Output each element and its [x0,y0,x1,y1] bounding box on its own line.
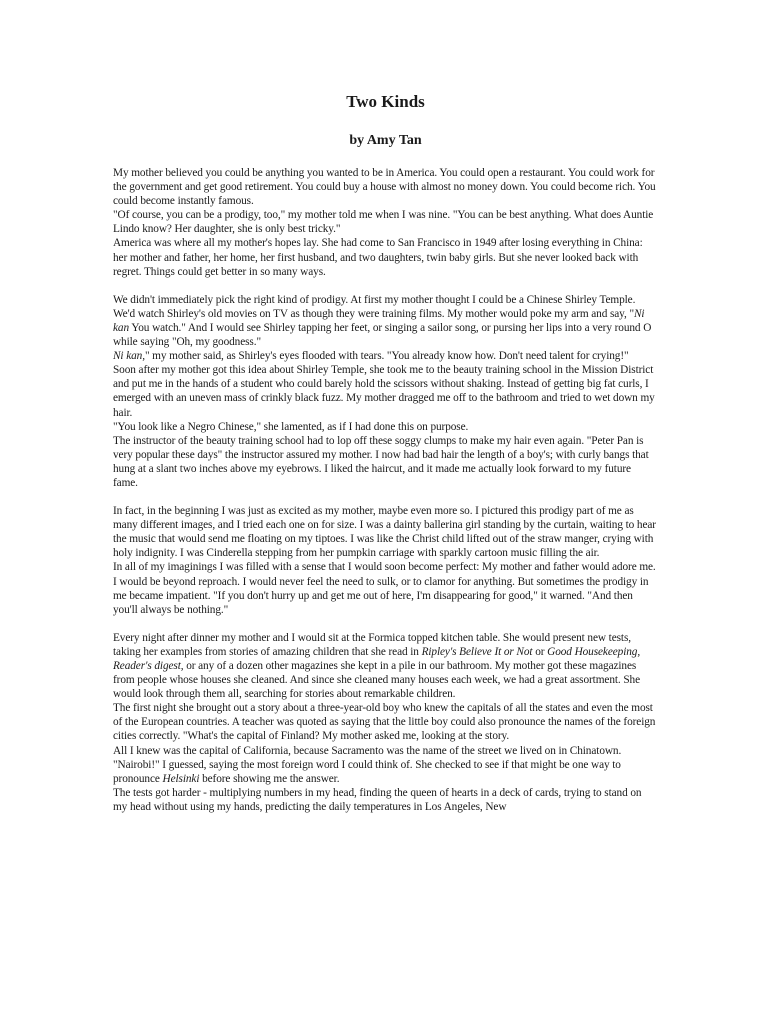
paragraph [113,504,658,560]
italic-text: Ripley's Believe It or Not [421,645,533,658]
paragraph [113,701,658,743]
paragraph-text: or any of a dozen other magazines she kept in a pile in our bathroom. My mother got these magazines from people whose houses she cleaned. And since she cleaned many houses each week, we had a great assortment. She would look through them all, searching for stories about remarkable children. [113,660,641,701]
document-page [113,92,658,828]
italic-text: Good Housekeeping, Reader's digest, [113,645,641,672]
paragraph [113,166,658,208]
paragraph-text: In all of my imaginings I was filled with a sense that I would soon become perfect: My mother and father would adore me. I would be beyond reproach. I would never feel the need to sulk, or to clamor for anything. But sometimes the prodigy in me became impatient. "If you don't hurry up and get me out of here, I'm disappearing for good," it warned. "And then you'll always be nothing." [113,561,656,616]
italic-text: Ni kan, [113,350,145,363]
paragraph-text: or [532,645,548,658]
paragraph [113,208,658,236]
document-title: Two Kinds [346,92,425,111]
paragraph-text: You watch." And I would see Shirley tapping her feet, or singing a sailor song, or pursing her lips into a very round O while saying "Oh, my goodness." [113,321,652,349]
paragraph [113,236,658,278]
paragraph-text: All I knew was the capital of California, because Sacramento was the name of the street we lived on in Chinatown. "Nairobi!" I guessed, saying the most foreign word I could think of. She checked to see if that might be one way to pronounce [113,744,622,785]
paragraph-text: Every night after dinner my mother and I would sit at the Formica topped kitchen table. She would present new tests, taking her examples from stories of amazing children that she read in [113,631,631,658]
paragraph-text: The first night she brought out a story about a three-year-old boy who knew the capitals of all the states and even the most of the European countries. A teacher was quoted as saying that the little boy could also pronounce the names of the foreign cities correctly. "What's the capital of Finland? My mother asked me, looking at the story. [113,702,656,743]
paragraph [113,293,658,349]
document-author: by Amy Tan [349,133,422,148]
italic-text: Ni kan [113,307,645,334]
text-block [113,504,658,617]
paragraph-text: In fact, in the beginning I was just as excited as my mother, maybe even more so. I pictured this prodigy part of me as many different images, and I tried each one on for size. I was a dainty ballerina girl standing by the curtain, waiting to hear the music that would send me floating on my tiptoes. I was like the Christ child lifted out of the straw manger, crying with holy indignity. I was Cinderella stepping from her pumpkin carriage with sparkly cartoon music filling the air. [113,505,656,560]
paragraph [113,786,658,814]
paragraph [113,631,658,701]
paragraph-text: My mother believed you could be anything you wanted to be in America. You could open a restaurant. You could work for the government and get good retirement. You could buy a house with almost no money down. You could become rich. You could become instantly famous. [113,167,656,208]
paragraph-text: Soon after my mother got this idea about Shirley Temple, she took me to the beauty training school in the Mission District and put me in the hands of a student who could barely hold the scissors without shaking. Instead of getting big fat curls, I emerged with an uneven mass of crinkly black fuzz. My mother dragged me off to the bathroom and tried to wet down my hair. [113,364,655,419]
document-body [113,166,658,814]
paragraph-text: The instructor of the beauty training school had to lop off these soggy clumps to make my hair even again. "Peter Pan is very popular these days" the instructor assured my mother. I now had bad hair the length of a boy's; with curly bangs that hung at a slant two inches above my eyebrows. I liked the haircut, and it made me actually look forward to my future fame. [113,434,649,489]
italic-text: Helsinki [162,772,200,785]
paragraph [113,560,658,616]
paragraph [113,363,658,419]
paragraph-text: "Of course, you can be a prodigy, too," my mother told me when I was nine. "You can be best anything. What does Auntie Lindo know? Her daughter, she is only best tricky." [113,209,654,236]
paragraph [113,420,658,434]
text-block [113,631,658,814]
paragraph-text: We didn't immediately pick the right kind of prodigy. At first my mother thought I could be a Chinese Shirley Temple. We'd watch Shirley's old movies on TV as though they were training films. My mother would poke my arm and say, " [113,293,636,320]
paragraph-text: " my mother said, as Shirley's eyes flooded with tears. "You already know how. Don't need talent for crying!" [144,350,629,363]
paragraph [113,434,658,490]
paragraph [113,744,658,786]
paragraph-text: The tests got harder - multiplying numbers in my head, finding the queen of hearts in a deck of cards, trying to stand on my head without using my hands, predicting the daily temperatures in Los Angeles, New [113,786,642,813]
paragraph-text: "You look like a Negro Chinese," she lamented, as if I had done this on purpose. [113,420,469,433]
paragraph-text: before showing me the answer. [199,772,340,785]
paragraph [113,349,658,363]
paragraph-text: America was where all my mother's hopes lay. She had come to San Francisco in 1949 after losing everything in China: her mother and father, her home, her first husband, and two daughters, twin baby girls. But she never looked back with regret. Things could get better in so many ways. [113,237,643,278]
text-block [113,166,658,279]
text-block [113,293,658,490]
